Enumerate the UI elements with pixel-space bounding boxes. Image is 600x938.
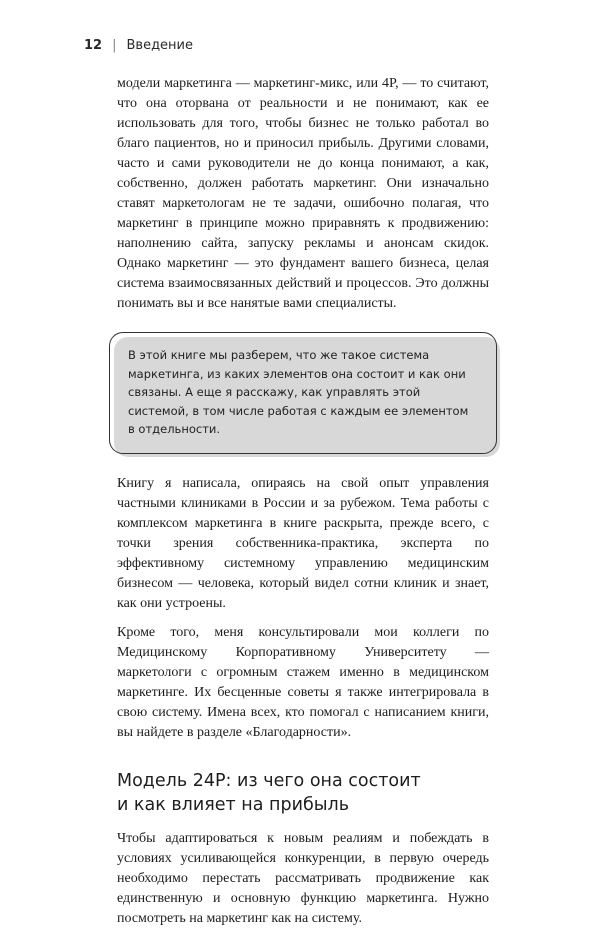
section-title-line-2: и как влияет на прибыль (117, 794, 350, 815)
section-name: Введение (126, 38, 193, 53)
header-separator: | (112, 38, 117, 53)
paragraph: Книгу я написала, опираясь на свой опыт управления частными клиниками в России и за рубежом. Тема работы с комплексом маркетинга в книге раскрыта, прежде всего, с точки зрения собственника-практика, эксперта по эффективному системному управлению медицинским бизнесом — человека, который видел сотни клиник и знает, как они устроены. (117, 475, 489, 611)
callout-text (109, 332, 497, 454)
callout-content: В этой книге мы разберем, что же такое система маркетинга, из каких элементов она состоит и как они связаны. А еще я расскажу, как управлять этой системой, в том числе работая с каждым ее элементом в отдельности. (128, 348, 469, 436)
callout-box (117, 332, 489, 454)
page-content (117, 74, 489, 938)
paragraph: Чтобы адаптироваться к новым реалиям и побеждать в условиях усиливающейся конкуренции, в первую очередь необходимо перестать рассматривать продвижение как единственную и основную функцию маркетинга. Нужно посмотреть на маркетинг как на систему. (117, 830, 489, 926)
running-header (84, 38, 193, 53)
paragraph: Кроме того, меня консультировали мои коллеги по Медицинскому Корпоративному Университету — маркетологи с огромным стажем именно в медицинском маркетинге. Их бесценные советы я также интегрировала в свою систему. Имена всех, кто помогал с написанием книги, вы найдете в разделе «Благодарности». (117, 624, 489, 740)
section-title (117, 769, 489, 817)
paragraph: модели маркетинга — маркетинг-микс, или 4Р, — то считают, что она оторвана от реальности и не понимают, как ее использовать для того, чтобы бизнес не только работал во благо пациентов, но и приносил прибыль. Другими словами, часто и сами руководители не до конца понимают, а как, собственно, должен работать маркетинг. Они изначально ставят маркетологам не те задачи, ошибочно полагая, что маркетинг в принципе можно приравнять к продвижению: наполнению сайта, запуску рекламы и анонсам скидок. Однако маркетинг — это фундамент вашего бизнеса, целая система взаимосвязанных действий и процессов. Это должны понимать вы и все нанятые вами специалисты. (117, 76, 489, 311)
section-title-line-1: Модель 24Р: из чего она состоит (117, 770, 421, 791)
page-number: 12 (84, 38, 103, 53)
